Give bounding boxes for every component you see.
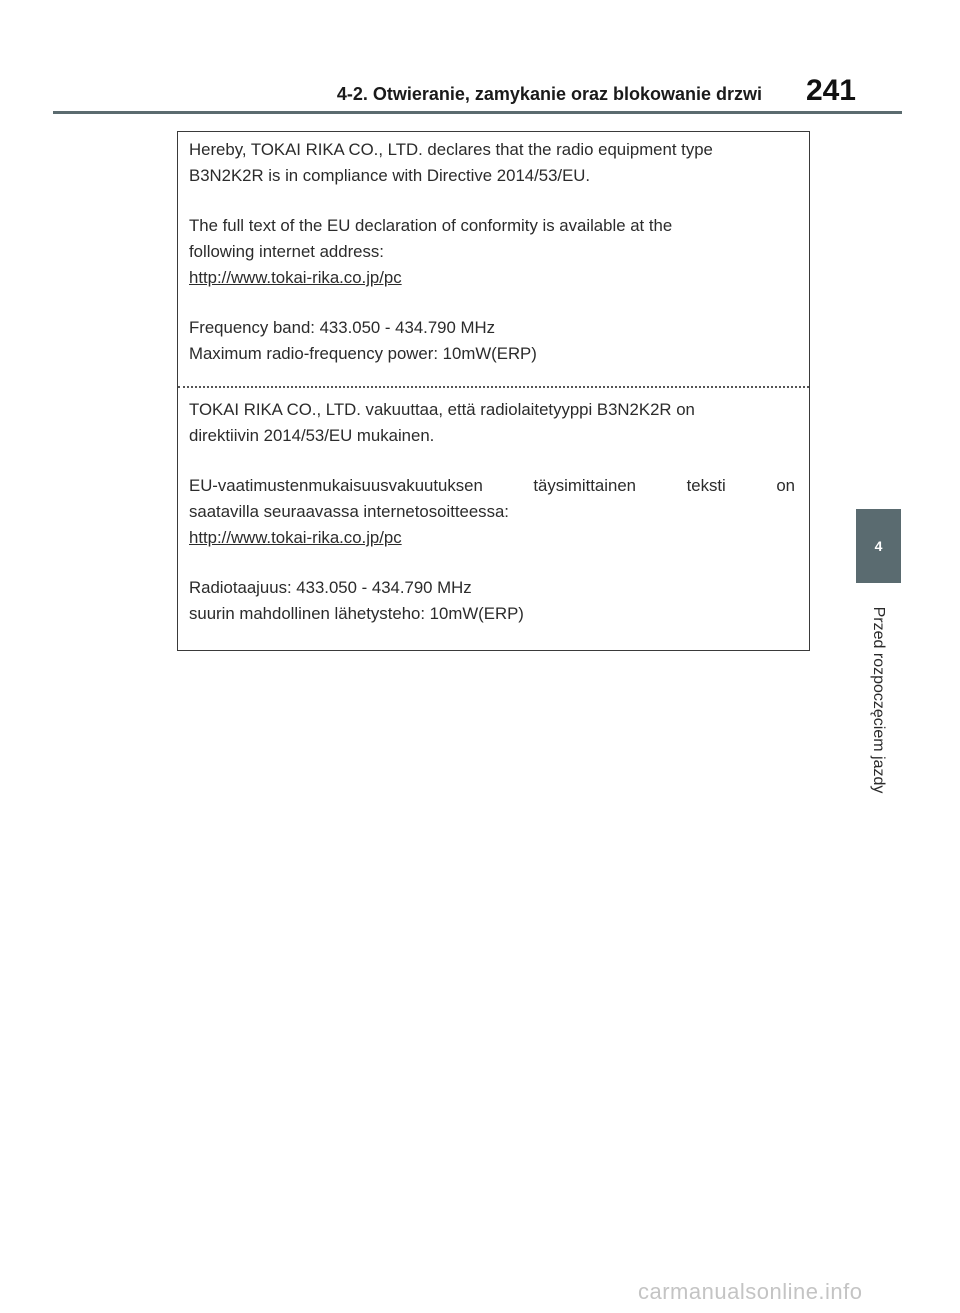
declaration-line: Hereby, TOKAI RIKA CO., LTD. declares that the radio equipment type: [189, 140, 713, 159]
availability-line: saatavilla seuraavassa internetosoitteessa:: [189, 502, 509, 521]
max-power: suurin mahdollinen lähetysteho: 10mW(ERP): [189, 604, 524, 623]
declaration-line: TOKAI RIKA CO., LTD. vakuuttaa, että radiolaitetyyppi B3N2K2R on: [189, 400, 695, 419]
availability-line: EU-vaatimustenmukaisuusvakuutuksen täysimittainen teksti on: [189, 476, 795, 495]
header-rule: [53, 111, 902, 114]
frequency-band: Radiotaajuus: 433.050 - 434.790 MHz: [189, 578, 472, 597]
declaration-line: direktiivin 2014/53/EU mukainen.: [189, 426, 435, 445]
watermark: carmanualsonline.info: [638, 1279, 863, 1304]
conformity-notice-box: [177, 131, 810, 651]
chapter-tab: [856, 509, 901, 583]
page-number: 241: [805, 74, 856, 107]
declaration-url-link[interactable]: http://www.tokai-rika.co.jp/pc: [189, 528, 402, 547]
chapter-title: Przed rozpoczęciem jazdy: [870, 606, 887, 794]
declaration-line: B3N2K2R is in compliance with Directive 2014/53/EU.: [189, 166, 591, 185]
max-power: Maximum radio-frequency power: 10mW(ERP): [189, 344, 537, 363]
availability-line: following internet address:: [189, 242, 384, 261]
declaration-url-link[interactable]: http://www.tokai-rika.co.jp/pc: [189, 268, 402, 287]
chapter-number: 4: [874, 538, 883, 554]
english-declaration: [189, 137, 795, 367]
section-divider: [178, 386, 809, 388]
availability-line: The full text of the EU declaration of conformity is available at the: [189, 216, 673, 235]
section-title: 4-2. Otwieranie, zamykanie oraz blokowanie drzwi: [336, 84, 762, 104]
frequency-band: Frequency band: 433.050 - 434.790 MHz: [189, 318, 495, 337]
finnish-declaration: [189, 397, 795, 627]
